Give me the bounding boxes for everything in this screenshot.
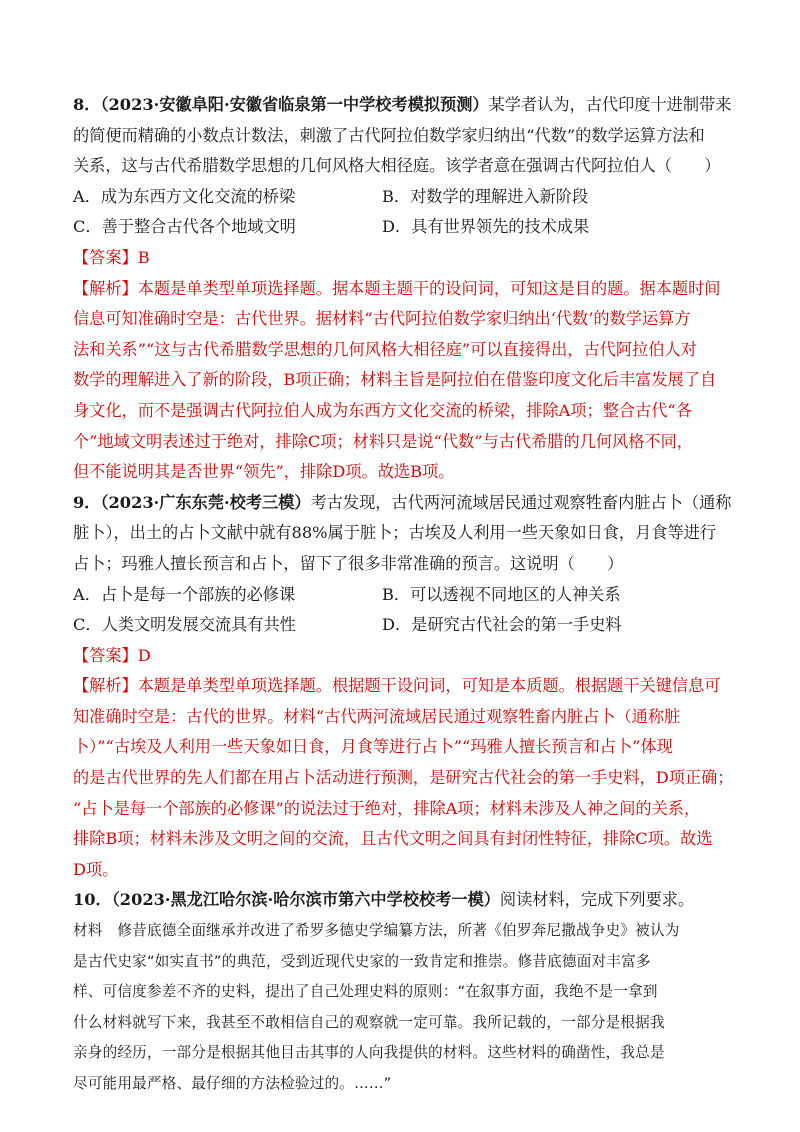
q9-number: 9．: [73, 492, 101, 512]
q8-analysis-line: 信息可知准确时空是：古代世界。据材料“古代阿拉伯数学家归纳出‘代数’的数学运算方: [73, 309, 691, 329]
q8-answer: 【答案】B: [73, 247, 150, 267]
q8-analysis-line: 身文化，而不是强调古代阿拉伯人成为东西方文化交流的桥梁，排除A项；整合古代“各: [73, 400, 692, 420]
q10-material-line: 样、可信度参差不齐的史料，提出了自己处理史料的原则：“在叙事方面，我绝不是一拿到: [73, 983, 658, 1001]
q8-option-d: D．具有世界领先的技术成果: [382, 217, 590, 237]
q9-answer: 【答案】D: [73, 645, 151, 665]
q8-stem-text: 某学者认为，古代印度十进制带来: [488, 95, 732, 114]
q10-source: （2023·黑龙江哈尔滨·哈尔滨市第六中学校校考一模）: [111, 890, 500, 910]
q10-stem-text: 阅读材料，完成下列要求。: [499, 890, 695, 910]
q8-option-b: B．对数学的理解进入新阶段: [382, 186, 589, 206]
q8-stem-line-3: 关系，这与古代希腊数学思想的几何风格大相径庭。该学者意在强调古代阿拉伯人（ ）: [73, 156, 721, 176]
q10-number: 10．: [73, 890, 112, 910]
q8-option-c: C．善于整合古代各个地域文明: [73, 217, 296, 237]
q9-stem-line-2: 脏卜），出土的占卜文献中就有88%属于脏卜；古埃及人利用一些天象如日食，月食等进行: [73, 523, 717, 543]
q10-material-line: 尽可能用最严格、最仔细的方法检验过的。……”: [73, 1074, 392, 1092]
q8-number: 8．: [73, 95, 101, 114]
q9-analysis-line: 卜）”“古埃及人利用一些天象如日食，月食等进行占卜”“玛雅人擅长预言和占卜”体现: [73, 737, 673, 757]
q9-analysis-line: 知准确时空是：古代的世界。材料“古代两河流域居民通过观察牲畜内脏占卜（通称脏: [73, 706, 681, 726]
q9-options-row-1: [73, 580, 733, 611]
q10-material-line: 亲身的经历，一部分是根据其他目击其事的人向我提供的材料。这些材料的确凿性，我总是: [73, 1044, 665, 1062]
q9-stem-line-1: [73, 488, 733, 519]
q8-options-row-1: [73, 182, 733, 213]
q9-source: （2023·广东东莞·校考三模）: [100, 492, 311, 512]
q8-source: （2023·安徽阜阳·安徽省临泉第一中学校考模拟预测）: [100, 95, 489, 114]
q9-analysis-line: 排除B项；材料未涉及文明之间的交流，且古代文明之间具有封闭性特征，排除C项。故选: [73, 829, 713, 849]
q8-stem-line-1: [73, 90, 733, 121]
q10-material-line: 是古代史家“如实直书”的典范，受到近现代史家的一致肯定和推崇。修昔底德面对丰富多: [73, 952, 651, 970]
q8-analysis-line: 【解析】本题是单类型单项选择题。据本题主题干的设问词，可知这是目的题。据本题时间: [73, 278, 721, 298]
q8-analysis-line: 但不能说明其是否世界“领先”，排除D项。故选B项。: [73, 462, 455, 482]
q8-analysis-line: 法和关系”“这与古代希腊数学思想的几何风格大相径庭”可以直接得出，古代阿拉伯人对: [73, 339, 697, 359]
q9-stem-line-3: 占卜；玛雅人擅长预言和占卜，留下了很多非常准确的预言。这说明（ ）: [73, 553, 624, 573]
q9-analysis-line: D项。: [73, 859, 119, 879]
q10-material-line: 什么材料就写下来，我甚至不敢相信自己的观察就一定可靠。我所记载的，一部分是根据我: [73, 1013, 665, 1031]
q9-analysis-line: “占卜是每一个部族的必修课”的说法过于绝对，排除A项；材料未涉及人神之间的关系，: [73, 798, 701, 818]
q9-stem-text: 考古发现，古代两河流域居民通过观察牲畜内脏占卜（通称: [310, 492, 732, 512]
q8-stem-line-2: 的简便而精确的小数点计数法，刺激了古代阿拉伯数学家归纳出“代数”的数学运算方法和: [73, 125, 705, 145]
q10-stem-line: [73, 885, 733, 916]
document-page: [73, 90, 733, 1099]
q8-option-a: A．成为东西方文化交流的桥梁: [73, 186, 296, 206]
q10-material-line: 材料 修昔底德全面继承并改进了希罗多德史学编纂方法，所著《伯罗奔尼撒战争史》被认为: [73, 922, 680, 940]
q9-analysis-line: 【解析】本题是单类型单项选择题。根据题干设问词，可知是本质题。根据题干关键信息可: [73, 676, 721, 696]
q9-option-c: C．人类文明发展交流具有共性: [73, 615, 296, 635]
q9-analysis-line: 的是古代世界的先人们都在用占卜活动进行预测，是研究古代社会的第一手史料，D项正确；: [73, 768, 734, 788]
q9-option-b: B．可以透视不同地区的人神关系: [382, 584, 621, 604]
q9-option-d: D．是研究古代社会的第一手史料: [382, 615, 622, 635]
q9-options-row-2: [73, 610, 733, 641]
q8-analysis-line: 个”地域文明表述过于绝对，排除C项；材料只是说“代数”与古代希腊的几何风格不同，: [73, 431, 693, 451]
q9-option-a: A．占卜是每一个部族的必修课: [73, 584, 296, 604]
q8-analysis-line: 数学的理解进入了新的阶段，B项正确；材料主旨是阿拉伯在借鉴印度文化后丰富发展了自: [73, 370, 717, 390]
q8-options-row-2: [73, 212, 733, 243]
